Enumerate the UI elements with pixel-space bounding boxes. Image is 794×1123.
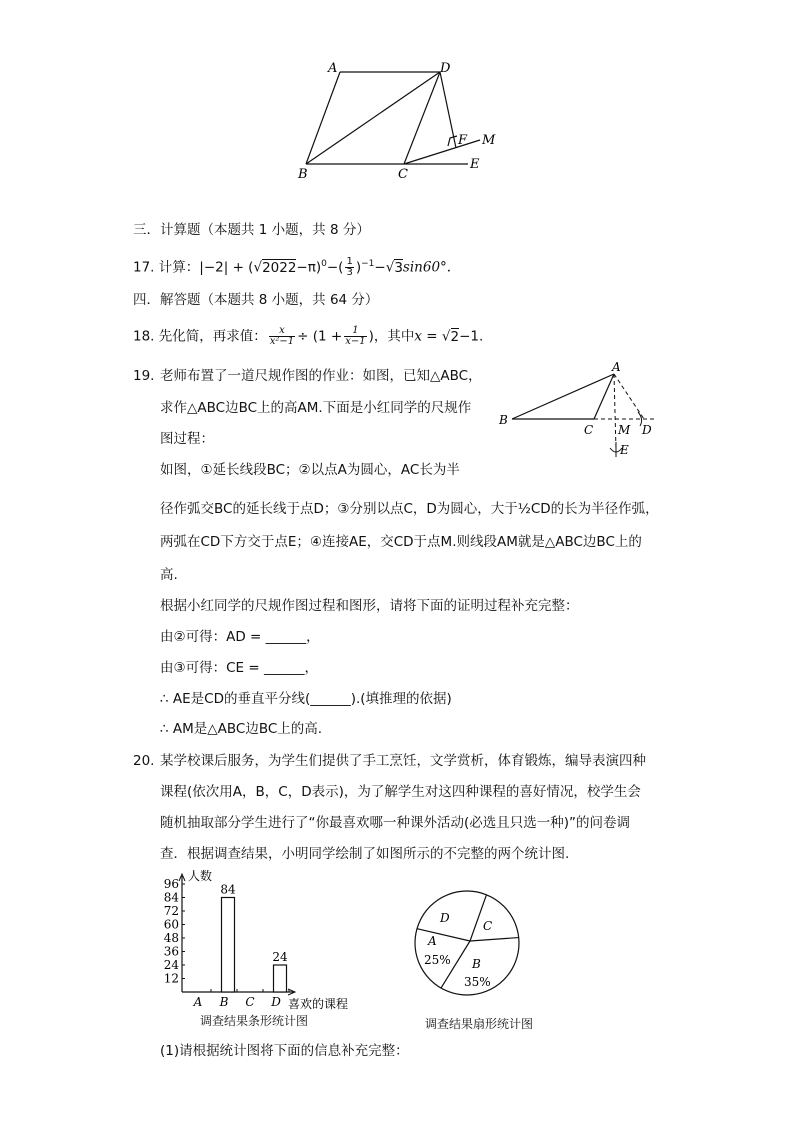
parallelogram-figure (290, 58, 520, 188)
q18-number: 18. (133, 328, 155, 345)
q18-text-b: )，其中 (368, 328, 415, 345)
q20-line-2: 课程(依次用A，B，C，D表示)，为了解学生对这四种课程的喜好情况，校学生会 (160, 784, 641, 800)
q20-line-4: 查．根据调查结果，小明同学绘制了如图所示的不完整的两个统计图. (160, 846, 570, 862)
fig19-label-E: E (620, 443, 629, 457)
q19-instruction: 根据小红同学的尺规作图过程和图形，请将下面的证明过程补充完整： (160, 598, 579, 614)
q17-exp0: 0 (321, 259, 327, 269)
q19-step2: 由②可得：AD = ______， (160, 629, 320, 645)
label-M: M (482, 133, 496, 148)
q18-f2-num: 1 (344, 326, 366, 337)
bar-ytick-label: 36 (163, 944, 179, 959)
q17-sqrt3: 3 (394, 259, 403, 276)
bar-ytick-label: 72 (163, 904, 179, 918)
bar-ytick-label: 96 (163, 877, 179, 891)
bar-xlabel: 喜欢的课程 (288, 997, 349, 1011)
bar-category-label: B (219, 995, 229, 1009)
question-18 (133, 326, 483, 347)
sqrt-sign: √ (441, 328, 451, 345)
q18-sqrt2: 2 (450, 328, 460, 345)
q17-sqrt-inner: 2022 (262, 259, 297, 276)
q19-line-3: 图过程： (160, 431, 214, 447)
pie-chart (410, 890, 530, 1000)
q19-therefore1: ∴ AE是CD的垂直平分线(______).(填推理的依据) (160, 691, 452, 707)
fig19-label-A: A (612, 360, 621, 374)
pie-label-D: D (440, 911, 450, 925)
q19-line-1: 老师布置了一道尺规作图的作业：如图，已知△ABC， (160, 368, 482, 384)
label-F: F (458, 133, 468, 148)
q17-expr-d: − (374, 259, 386, 276)
fig19-label-D: D (642, 423, 652, 437)
q18-fraction-2 (344, 326, 366, 347)
sqrt-sign: √ (385, 259, 395, 276)
q19-therefore2: ∴ AM是△ABC边BC上的高. (160, 721, 323, 737)
pie-pct-B: 35% (464, 975, 491, 989)
q18-f2-den: x−1 (345, 336, 366, 347)
question-17: 17. 计算：$|-2| + (√2022-\pi)^0-$( $\frac{1}{3}$ )$^{-1}$−√3sin60°. (133, 256, 452, 278)
bar-category-label: C (245, 995, 255, 1009)
bar-chart (150, 866, 380, 1011)
q19-line-7: 高. (160, 567, 178, 583)
q17-expr-c: −( (326, 259, 344, 276)
pie-label-C: C (483, 919, 493, 933)
sqrt-sign: √ (253, 259, 263, 276)
q19-line-5: 径作弧交BC的延长线于点D；③分别以点C，D为圆心，大于½CD的长为半径作弧， (160, 501, 659, 517)
bar-ytick-label: 12 (163, 971, 179, 986)
section4-heading: 四．解答题（本题共 8 小题，共 64 分） (133, 292, 379, 308)
q20-number: 20. (133, 753, 155, 769)
q17-expr-a: |−2| + ( (199, 259, 254, 276)
pie-caption: 调查结果扇形统计图 (425, 1017, 534, 1031)
bar-ylabel: 人数 (188, 869, 213, 883)
q17-expr-b: −π) (296, 259, 322, 276)
label-D: D (440, 61, 451, 76)
bar-ytick-label: 24 (163, 958, 179, 972)
q19-step3: 由③可得：CE = ______， (160, 660, 318, 676)
q17-prefix: 计算： (158, 259, 200, 276)
label-E: E (470, 157, 480, 172)
pie-pct-A: 25% (424, 953, 451, 967)
section3-heading: 三．计算题（本题共 1 小题，共 8 分） (133, 222, 370, 238)
q17-frac-num: 1 (346, 256, 353, 267)
q18-f1-num: x (269, 326, 295, 337)
bar-category-label: D (271, 995, 281, 1009)
bar-B (222, 898, 235, 993)
q17-expr-e: sin60°. (402, 259, 452, 276)
q18-fraction-1 (269, 326, 295, 347)
q19-line-6: 两弧在CD下方交于点E；④连接AE，交CD于点M.则线段AM就是△ABC边BC上的 (160, 534, 642, 550)
pie-label-A: A (428, 934, 437, 948)
q18-div: ÷ (1 + (297, 328, 343, 345)
bar-ytick-label: 48 (163, 931, 179, 945)
q20-line-1: 某学校课后服务，为学生们提供了手工烹饪，文学赏析，体育锻炼，编导表演四种 (160, 753, 646, 769)
bar-caption: 调查结果条形统计图 (200, 1014, 309, 1028)
q20-line-3: 随机抽取部分学生进行了“你最喜欢哪一种课外活动(必选且只选一种)”的问卷调 (160, 815, 631, 831)
q18-tail: −1. (459, 328, 484, 345)
q17-fraction (345, 257, 353, 278)
q18-f1-den: x²−1 (269, 336, 295, 347)
q18-x-eq: x = (414, 328, 442, 345)
bar-value-label: 84 (220, 882, 236, 897)
fig19-label-B: B (499, 413, 508, 427)
construction-figure (496, 358, 666, 462)
fig19-label-C: C (584, 423, 594, 437)
q20-sub1: (1)请根据统计图将下面的信息补充完整： (160, 1043, 409, 1059)
q19-line-2: 求作△ABC边BC上的高AM.下面是小红同学的尺规作 (160, 400, 472, 416)
bar-D (274, 965, 287, 992)
q19-number: 19. (133, 368, 155, 384)
bar-ytick-label: 60 (163, 917, 179, 932)
bar-ytick-label: 84 (163, 890, 179, 905)
label-C: C (398, 167, 408, 182)
q17-exp-neg1: −1 (361, 259, 375, 269)
bar-value-label: 24 (272, 950, 288, 964)
pie-label-B: B (472, 957, 481, 971)
fig19-label-M: M (618, 423, 631, 437)
bar-category-label: A (193, 995, 203, 1009)
label-B: B (298, 167, 308, 182)
q19-line-4: 如图，①延长线段BC；②以点A为圆心，AC长为半 (160, 462, 460, 478)
label-A: A (328, 61, 338, 76)
q18-text-a: 先化简，再求值： (158, 328, 267, 345)
q17-number: 17. (133, 259, 155, 276)
q17-frac-den: 3 (346, 267, 353, 278)
